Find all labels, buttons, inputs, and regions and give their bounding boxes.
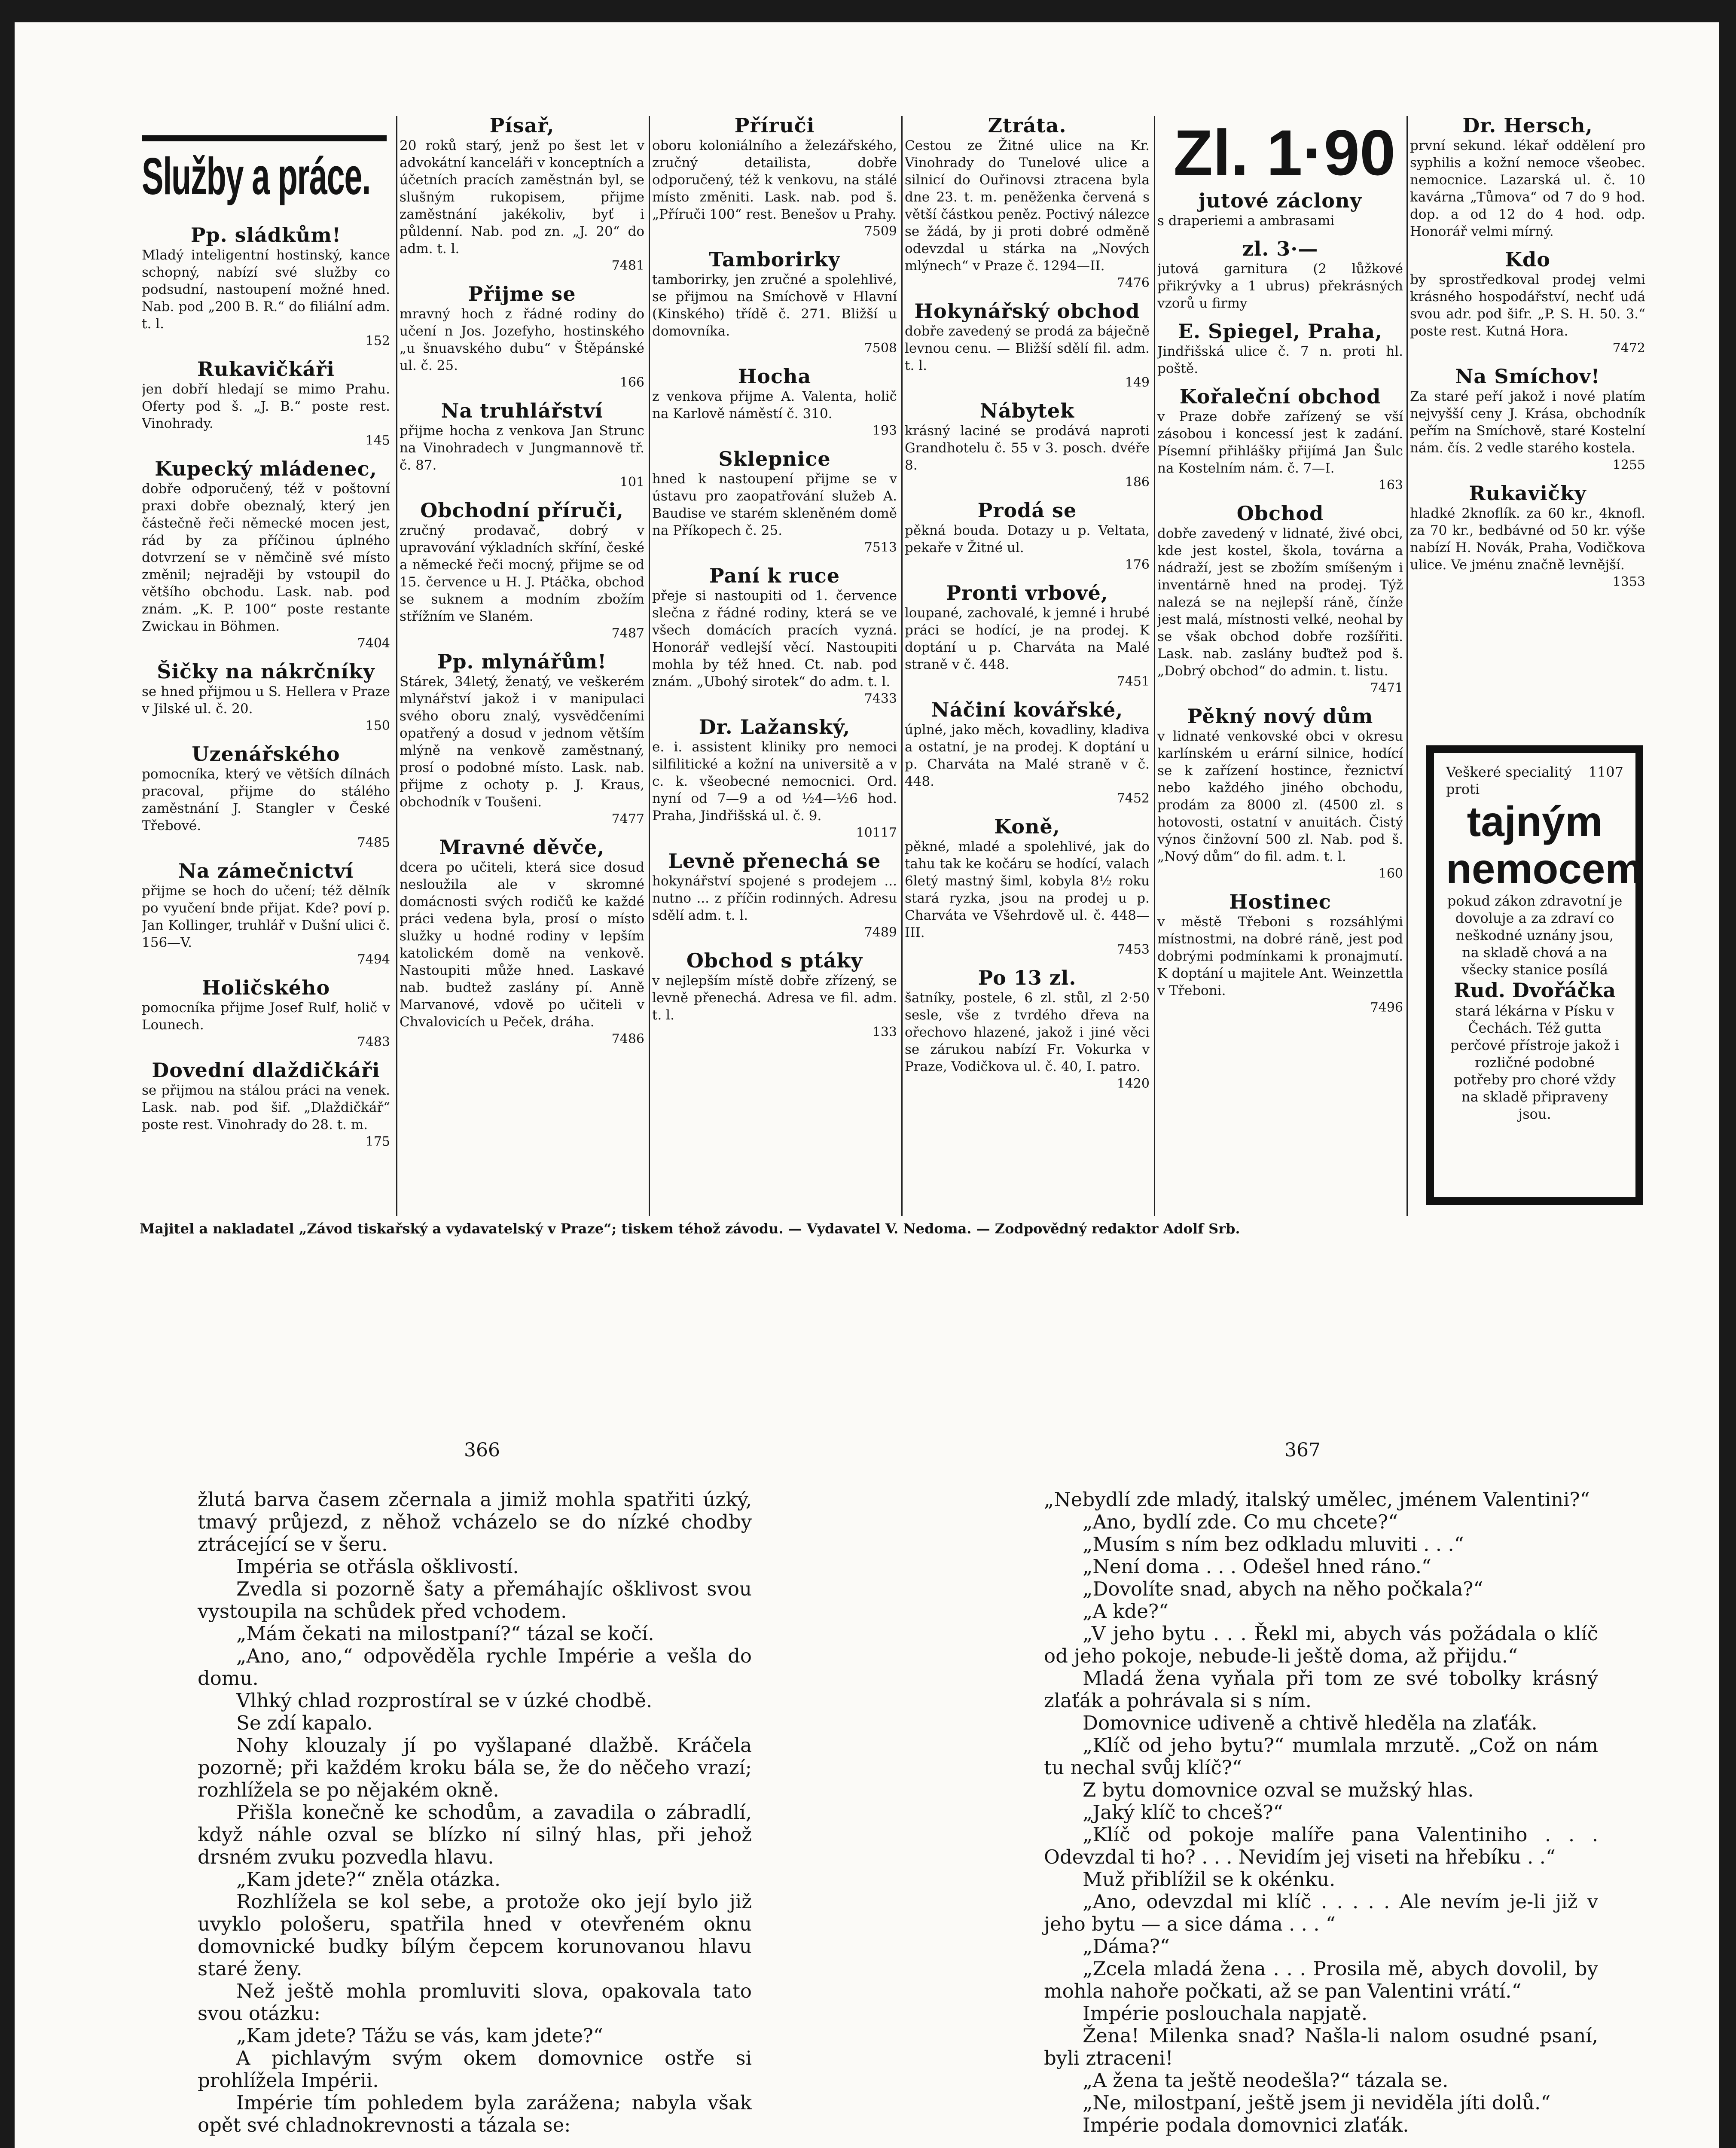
ad-reference-number: 7487 [611,626,644,641]
story-paragraph: „Zcela mladá žena . . . Prosila mě, abych dovolil, by mohla nahoře počkati, až se pan Valentini vrátí.“ [1044,1957,1598,2002]
classified-ad [1410,114,1645,240]
ad-heading: Rukavičky [1469,482,1587,505]
classified-ad [142,357,390,449]
classified-ad [142,742,390,851]
story-paragraph: „Jaký klíč to chceš?“ [1083,1801,1283,1824]
column-rule [396,116,397,1216]
story-paragraph: Impérie poslouchala napjatě. [1083,2002,1368,2025]
ad-text: v nejlepším místě dobře zřízený, se levně přenechá. Adresa ve fil. adm. t. l. [652,973,897,1023]
ad-heading: Po 13 zl. [978,966,1077,989]
page-number-left: 366 [464,1439,500,1461]
masthead-title: Služby a práce. [142,147,371,205]
ad-text: jen dobří hledají se mimo Prahu. Oferty pod š. „J. B.“ poste rest. Vinohrady. [142,381,390,431]
ad-reference-number: 7477 [611,812,644,827]
classified-ad [142,223,390,350]
story-paragraph: „Dovolíte snad, abych na něho počkala?“ [1083,1577,1483,1600]
ad-big-word: nemocem [1446,845,1643,892]
ad-text: Za staré peří jakož i nové platím nejvyšší ceny J. Krása, obchodník peřím na Smíchově, staré Kostelní nám. čís. 2 vedle starého kostela. [1410,389,1645,456]
ad-reference-number: 7486 [611,1031,644,1047]
ad-text: Mladý inteligentní hostinský, kance schopný, nabízí své služby co podsudní, nastoupení možné hned. Nab. pod „200 B. R.“ do filiální adm. t. l. [142,247,390,332]
classified-ad [142,457,390,652]
classified-ad [142,1059,390,1150]
classified-ad [905,581,1150,690]
ad-heading: Holičského [201,976,330,999]
ad-heading: Šičky na nákrčníky [157,660,375,683]
story-paragraph: Přišla konečně ke schodům, a zavadila o zábradlí, když náhle ozval se blízko ní silný hlas, při jehož drsném zvuku pozvedla hlavu. [198,1801,752,1868]
classified-ad [400,114,644,275]
ad-heading: Tamborirky [709,248,840,271]
ad-text: v městě Třeboni s rozsáhlými místnostmi, na dobré ráně, jest pod dobrými podmínkami k pronajmutí. K doptání u majitele Ant. Weinzettla v Třeboni. [1157,914,1403,998]
classified-ad [652,447,897,556]
ad-text: pomocníka, který ve větších dílnách pracoval, přijme do stálého zaměstnání J. Stangler v České Třebové. [142,766,390,833]
story-paragraph: Mladá žena vyňala při tom ze své tobolky krásný zlaťák a pohrávala si s ním. [1044,1667,1598,1712]
ad-text: v Praze dobře zařízený se vší zásobou i koncessí jest k zadání. Písemní přihlášky přijímá Jan Šulc na Kostelním nám. č. 7—I. [1157,409,1403,476]
ad-text: šatníky, postele, 6 zl. stůl, zl 2·50 sesle, vše z tvrdého dřeva na ořechovo hlazené, jakož i jiné věci se zárukou nabízí Fr. Vokurka v Praze, Vodičkova ul. č. 40, I. patro. [905,990,1150,1074]
story-paragraph: „Mám čekati na milostpaní?“ tázal se kočí. [236,1622,654,1645]
story-paragraph: „Kam jdete? Tážu se vás, kam jdete?“ [236,2024,603,2047]
ad-heading: Kupecký mládenec, [155,457,377,480]
ad-heading: Kdo [1505,248,1550,271]
classified-ad [1157,189,1403,229]
ad-heading: Hocha [738,365,812,388]
ad-reference-number: 1353 [1612,574,1645,589]
classified-ad [652,849,897,941]
ad-text: dcera po učiteli, která sice dosud nesloužila ale v skromné domácnosti svých rodičů ke každé práci vedena byla, prosí o místo služky u hodné rodiny v lepším katolickém domě na venkově. Nastoupiti může hned. Laskavé nab. budtež zaslány pí. Anně Marvanové, vdově po učiteli v Chvalovicích u Peček, dráha. [400,860,644,1030]
ad-reference-number: 7485 [357,835,390,850]
scan-border-left [0,0,15,2148]
ad-text: v lidnaté venkovské obci v okresu karlínském u erární silnice, hodící se k zařízení hostince, řeznictví nebo každého jiného obchodu, prodám za 8000 zl. (4500 zl. s hotovosti, ostatní v anuitách. Čistý výnos činžovní 500 zl. Nab. pod š. „Nový dům“ do fil. adm. t. l. [1157,729,1403,864]
ad-reference-number: 145 [365,433,390,448]
ad-reference-number: 7513 [864,540,897,555]
ad-text: dobře zavedený v lidnaté, živé obci, kde jest kostel, škola, továrna a nádraží, jest se zbožím smíšeným i inventárně hned na prodej. Týž nalezá se na nejlepší ráně, čínže jest malá, místnosti velké, neohal by se však obchod dobře rozšířiti. Lask. nab. zaslány buďtež pod š. „Dobrý obchod“ do admin. t. listu. [1157,526,1403,679]
classified-ad [142,859,390,968]
story-paragraph: „V jeho bytu . . . Řekl mi, abych vás požádala o klíč od jeho pokoje, nebude-li ještě doma, až přijdu.“ [1044,1622,1598,1667]
classified-ad [905,114,1150,292]
story-paragraph: „A kde?“ [1083,1600,1169,1623]
story-paragraph: Než ještě mohla promluviti slova, opakovala tato svou otázku: [198,1980,752,2025]
story-paragraph: Impérie tím pohledem byla zarážena; nabyla však opět své chladnokrevnosti a tázala se: [198,2091,752,2136]
ad-text: z venkova přijme A. Valenta, holič na Karlově náměstí č. 310. [652,389,897,421]
ad-body: pokud zákon zdravotní je dovoluje a za zdraví co neškodné uznány jsou, na skladě chová a na všecky stanice posílá [1447,893,1623,978]
classified-ad [652,715,897,842]
ad-reference-number: 163 [1378,478,1403,493]
ad-heading: Písař, [489,114,555,137]
classified-ad [905,499,1150,574]
ad-text: hokynářství spojené s prodejem ... nutno ... z příčin rodinných. Adresu sdělí adm. t. l. [652,873,897,923]
classified-ad [1410,482,1645,591]
classified-ad [905,698,1150,807]
story-text-left [198,1489,752,2136]
ad-heading: Mravné děvče, [439,836,605,859]
ad-heading: Přijme se [468,282,576,305]
ad-text: hladké 2knoflík. za 60 kr., 4knofl. za 70 kr., bedbávné od 50 kr. výše nabízí H. Novák, Praha, Vodičkova ulice. Ve jménu značně levnější. [1410,506,1645,573]
ad-reference-number: 7476 [1117,275,1150,290]
ad-body-2: stará lékárna v Písku v Čechách. Též gutta perčové přístroje jakož i rozličné podobné potřeby pro choré vždy na skladě připraveny jsou. [1450,1003,1619,1122]
story-paragraph: „Ne, milostpaní, ještě jsem ji neviděla jíti dolů.“ [1083,2091,1551,2114]
classified-column-1 [142,223,390,1211]
classified-ad [905,815,1150,958]
ad-heading: Sklepnice [718,447,831,470]
ad-text: přeje si nastoupiti od 1. července slečna z řádné rodiny, která se ve všech domácích pracích vyzná. Honorář vedlejší věcí. Nastoupiti mohla by též hned. Ct. nab. pod znám. „Ubohý sirotek“ do adm. t. l. [652,588,897,690]
story-paragraph: „Dáma?“ [1083,1935,1170,1958]
story-paragraph: Se zdí kapalo. [236,1712,373,1734]
ad-heading: Na truhlářství [441,399,603,422]
ad-heading: Nábytek [979,399,1075,422]
story-paragraph: „A žena ta ještě neodešla?“ tázala se. [1083,2069,1449,2092]
ad-reference-number: 1255 [1612,458,1645,473]
classified-ad [905,966,1150,1092]
ad-text: oboru koloniálního a železářského, zručný detailista, dobře odporučený, též k venkovu, na stálé místo změniti. Lask. nab. pod š. „Příruči 100“ rest. Benešov u Prahy. [652,138,897,222]
story-paragraph: Impéria se otřásla ošklivostí. [236,1555,519,1578]
masthead-rule [142,135,387,141]
ad-heading: Hokynářský obchod [914,299,1140,323]
ad-text: e. i. assistent kliniky pro nemoci silfilitické a kožní na universitě a v c. k. všeobecné nemocnici. Ord. nyní od 7—9 a od ½4—½6 hod. Praha, Jindřišská ul. č. 9. [652,739,897,824]
ad-text: přijme se hoch do učení; též dělník po vyučení bnde přijat. Kde? poví p. Jan Kollinger, truhlář v Dušní ulici č. 156—V. [142,883,390,950]
ad-reference-number: 193 [872,423,897,438]
ad-reference-number: 7496 [1370,1000,1403,1015]
ad-text: krásný laciné se prodává naproti Grandhotelu č. 55 v 3. posch. dvéře 8. [905,423,1150,473]
ad-heading: Levně přenechá se [668,849,881,873]
story-paragraph: žlutá barva časem zčernala a jimiž mohla spatřiti úzký, tmavý průjezd, z něhož vcházelo se do nízké chodby ztrácející se v šeru. [198,1488,752,1556]
ad-heading: Uzenářského [192,742,340,766]
ad-heading: Na Smíchov! [1455,365,1600,388]
classified-ad [400,499,644,642]
column-rule [1154,116,1155,1216]
ad-heading: Pp. mlynářům! [437,650,607,673]
ad-reference-number: 7494 [357,952,390,967]
ad-reference-number: 7452 [1117,791,1150,806]
ad-text: Cestou ze Žitné ulice na Kr. Vinohrady do Tunelové ulice a silnicí do Ouřinovsi ztracena byla dne 23. t. m. peněženka červená s větší částkou peněz. Poctivý nálezce se žádá, by ji proti dobré odměně odevzdal u stárka na „Nových mlýnech“ v Praze č. 1294—II. [905,138,1150,274]
classified-ad [142,976,390,1051]
ad-reference-number: 175 [365,1134,390,1149]
story-paragraph: „Klíč od jeho bytu?“ mumlala mrzutě. „Což on nám tu nechal svůj klíč?“ [1044,1734,1598,1779]
ad-reference-number: 7481 [611,258,644,273]
ad-heading: Dovední dlaždičkáři [152,1059,380,1082]
story-paragraph: Žena! Milenka snad? Našla-li nalom osudné psaní, byli ztraceni! [1044,2024,1598,2069]
page-number-right: 367 [1284,1439,1321,1461]
ad-heading: Obchod [1236,502,1324,525]
ad-heading: Obchodní příruči, [420,499,624,522]
story-text-right [1044,1489,1598,2136]
ad-heading: Hostinec [1229,890,1331,913]
classified-ad [652,248,897,357]
ad-heading: zl. 3·— [1242,237,1318,260]
classified-ad [400,650,644,828]
ad-reference-number: 133 [872,1025,897,1040]
story-paragraph: „Není doma . . . Odešel hned ráno.“ [1083,1555,1431,1578]
ad-heading: Paní k ruce [709,564,840,587]
classified-ad [1157,320,1403,377]
ad-heading: Pěkný nový dům [1187,705,1373,728]
scan-border-top [0,0,1736,22]
ad-heading: Prodá se [977,499,1077,522]
story-paragraph: Rozhlížela se kol sebe, a protože oko její bylo již uvyklo pološeru, spatřila hned v otevřeném oknu domovnické budky bílým čepcem korunovanou hlavu staré ženy. [198,1890,752,1980]
ad-text: 20 roků starý, jenž po šest let v advokátní kanceláři v konceptních a účetních pracích zaměstnán byl, se slušným rukopisem, přijme zaměstnání jakékoliv, byť i půldenní. Nab. pod zn. „J. 20“ do adm. t. l. [400,138,644,256]
ad-text: pěkná bouda. Dotazy u p. Veltata, pekaře v Žitné ul. [905,523,1150,555]
classified-column-5 [1157,189,1403,1211]
ad-intro: Veškeré specialitý proti [1446,764,1572,797]
ad-reference-number: 176 [1125,557,1150,572]
ad-text: první sekund. lékař oddělení pro syphilis a kožní nemoce všeobec. nemocnice. Lazarská ul. č. 10 kavárna „Tůmova“ od 7 do 9 hod. dop. a od 12 do 4 hod. odp. Honorář velmi mírný. [1410,138,1645,239]
ad-text: Stárek, 34letý, ženatý, ve veškerém mlynářství jakož i v manipulaci svého oboru znalý, vysvědčeními opatřený a dosud v jednom větším mlýně na venkově zaměstnaný, prosí o podobné místo. Lask. nab. přijme z ochoty p. J. Kraus, obchodník v Toušeni. [400,674,644,810]
ad-reference-number: 7453 [1117,942,1150,957]
ad-heading: Koně, [994,815,1060,838]
ad-text: úplné, jako měch, kovadliny, kladiva a ostatní, je na prodej. K doptání u p. Charváta na Malé straně v č. 448. [905,722,1150,789]
ad-reference-number: 7509 [864,224,897,239]
ad-heading: Dr. Hersch, [1462,114,1593,137]
ad-reference-number: 150 [365,718,390,733]
story-paragraph: „Musím s ním bez odkladu mluviti . . .“ [1083,1533,1464,1556]
ad-text: se hned přijmou u S. Hellera v Praze v Jilské ul. č. 20. [142,684,390,717]
classified-ad [1157,705,1403,882]
ad-reference-number: 7489 [864,925,897,940]
ad-heading: Dr. Lažanský, [699,715,851,738]
ad-text: zručný prodavač, dobrý v upravování výkladních skříní, české a německé řeči mocný, přijme se od 15. července u H. J. Ptáčka, obchod se suknem a modním zbožím střížním ve Slaném. [400,523,644,624]
story-paragraph: „Ano, odevzdal mi klíč . . . . . Ale nevím je-li již v jeho bytu — a sice dáma . . . “ [1044,1890,1598,1935]
ad-text: Jindřišská ulice č. 7 n. proti hl. poště. [1157,344,1403,376]
ad-text: hned k nastoupení přijme se v ústavu pro zaopatřování služeb A. Baudise ve starém skleněném domě na Příkopech č. 25. [652,471,897,538]
story-paragraph: „Nebydlí zde mladý, italský umělec, jménem Valentini?“ [1044,1488,1590,1511]
classified-ad [1157,385,1403,494]
ad-text: pomocníka přijme Josef Rulf, holič v Lounech. [142,1000,390,1033]
classified-ad [142,660,390,735]
classified-ad [905,299,1150,391]
column-rule [1406,116,1408,1216]
ad-reference-number: 186 [1125,475,1150,490]
classified-ad [400,399,644,491]
story-paragraph: „Ano, bydlí zde. Co mu chcete?“ [1083,1510,1398,1533]
classified-ad [905,399,1150,491]
classified-ad [652,564,897,708]
ad-text: dobře zavedený se prodá za báječně levnou cenu. — Bližší sdělí fil. adm. t. l. [905,323,1150,373]
classified-ad [1410,365,1645,474]
ad-big-word: tajným [1467,798,1603,845]
classified-ad [652,114,897,240]
ad-text: přijme hocha z venkova Jan Strunc na Vinohradech v Jungmannově tř. č. 87. [400,423,644,473]
ad-heading: Příruči [734,114,815,137]
ad-heading: Rukavičkáři [197,357,335,381]
story-paragraph: „Kam jdete?“ zněla otázka. [236,1868,501,1891]
story-paragraph: „Klíč od pokoje malíře pana Valentiniho . . . Odevzdal ti ho? . . . Nevidím jej viseti na hřebíku . .“ [1044,1823,1598,1868]
story-paragraph: Domovnice udiveně a chtivě hleděla na zlaťák. [1083,1712,1538,1734]
ad-text: jutová garnitura (2 lůžkové přikrývky a 1 ubrus) překrásných vzorů u firmy [1157,261,1403,311]
classified-ad [1157,502,1403,697]
ad-reference-number: 1420 [1117,1076,1150,1091]
ad-text: loupané, zachovalé, k jemné i hrubé práci se hodící, je na prodej. K doptání u p. Charváta na Malé straně v č. 448. [905,605,1150,672]
ad-reference-number: 7451 [1117,674,1150,689]
ad-number: 1107 [1588,764,1623,780]
ad-reference-number: 7433 [864,691,897,706]
ad-reference-number: 7471 [1370,680,1403,696]
ad-reference-number: 10117 [856,825,897,840]
story-paragraph: „Ano, ano,“ odpověděla rychle Impérie a vešla do domu. [198,1645,752,1690]
ad-heading: Náčiní kovářské, [931,698,1123,721]
classified-ad [400,282,644,391]
price-headline: Zl. 1·90 [1173,116,1396,189]
ad-reference-number: 7472 [1612,341,1645,356]
ad-text: pěkné, mladé a spolehlivé, jak do tahu tak ke kočáru se hodící, valach 6letý mastný šiml, kobyla 8½ roku stará ryzka, jsou na prodej u p. Charváta ve Všehrdově ul. č. 448—III. [905,839,1150,940]
ad-heading: Pp. sládkům! [190,223,342,247]
ad-heading: Pronti vrbové, [946,581,1108,604]
ad-text: tamborirky, jen zručné a spolehlivé, se přijmou na Smíchově v Hlavní (Kinského) třídě č. 271. Bližší u domovníka. [652,272,897,339]
special-remedies-ad [1426,745,1643,1205]
classified-ad [652,365,897,439]
ad-text: se přijmou na stálou práci na venek. Lask. nab. pod šif. „Dlaždičkář“ poste rest. Vinohrady do 28. t. m. [142,1083,390,1132]
ad-reference-number: 149 [1125,375,1150,390]
ad-text: dobře odporučený, též v poštovní praxi dobře obeznalý, který jen částečně řeči německé mocen jest, rád by za příčinou úplného dotvrzení se v němčině své místo změnil; nejraději by vstoupil do většího obchodu. Lask. nab. pod znám. „K. P. 100“ poste restante Zwickau in Böhmen. [142,481,390,634]
story-paragraph: Z bytu domovnice ozval se mužský hlas. [1083,1779,1474,1801]
ad-reference-number: 101 [619,475,644,490]
ad-heading: Na zámečnictví [178,859,354,882]
ad-reference-number: 152 [365,333,390,348]
classified-column-4 [905,114,1150,1214]
ad-reference-number: 7483 [357,1034,390,1050]
ad-reference-number: 160 [1378,866,1403,881]
classified-ad [652,949,897,1041]
story-paragraph: Zvedla si pozorně šaty a přemáhajíc ošklivost svou vystoupila na schůdek před vchodem. [198,1577,752,1623]
ad-reference-number: 7404 [357,636,390,651]
classified-column-3 [652,114,897,1214]
classified-ad [400,836,644,1048]
column-rule [901,116,903,1216]
ad-text: s draperiemi a ambrasami [1157,213,1335,229]
classified-column-2 [400,114,644,1214]
story-paragraph: A pichlavým svým okem domovnice ostře si prohlížela Impérii. [198,2047,752,2092]
classified-ad [1157,890,1403,1016]
ad-reference-number: 166 [619,375,644,390]
ad-text: by sprostředkoval prodej velmi krásného hospodářství, nechť udá svou adr. pod šifr. „P. S. H. 50. 3.“ poste rest. Kutná Hora. [1410,272,1645,339]
classified-ad [1157,237,1403,312]
ad-heading: Ztráta. [988,114,1067,137]
story-paragraph: Nohy klouzaly jí po vyšlapané dlažbě. Kráčela pozorně; při každém kroku bála se, že do něčeho vrazí; rozhlížela se po nějakém okně. [198,1734,752,1801]
imprint-line: Majitel a nakladatel „Závod tiskařský a vydavatelský v Praze“; tiskem téhož závodu. — Vydavatel V. Nedoma. — Zodpovědný redaktor Adolf Srb. [140,1220,1240,1237]
scan-border-right [1719,0,1736,2148]
ad-heading: Kořaleční obchod [1179,385,1381,408]
ad-heading: jutové záclony [1198,189,1362,212]
story-paragraph: Vlhký chlad rozprostíral se v úzké chodbě. [236,1689,653,1712]
story-paragraph: Impérie podala domovnici zlaťák. [1083,2114,1409,2136]
ad-reference-number: 7508 [864,341,897,356]
ad-heading: Obchod s ptáky [686,949,863,972]
classified-column-6 [1410,114,1645,741]
column-rule [649,116,650,1216]
story-paragraph: Muž přiblížil se k okénku. [1083,1868,1336,1891]
classified-ad [1410,248,1645,357]
ad-text: mravný hoch z řádné rodiny do učení n Jos. Jozefyho, hostinského „u šnuavského dubu“ v Štěpánské ul. č. 25. [400,306,644,373]
ad-pharmacist: Rud. Dvořáčka [1454,979,1616,1002]
ad-heading: E. Spiegel, Praha, [1178,320,1383,343]
